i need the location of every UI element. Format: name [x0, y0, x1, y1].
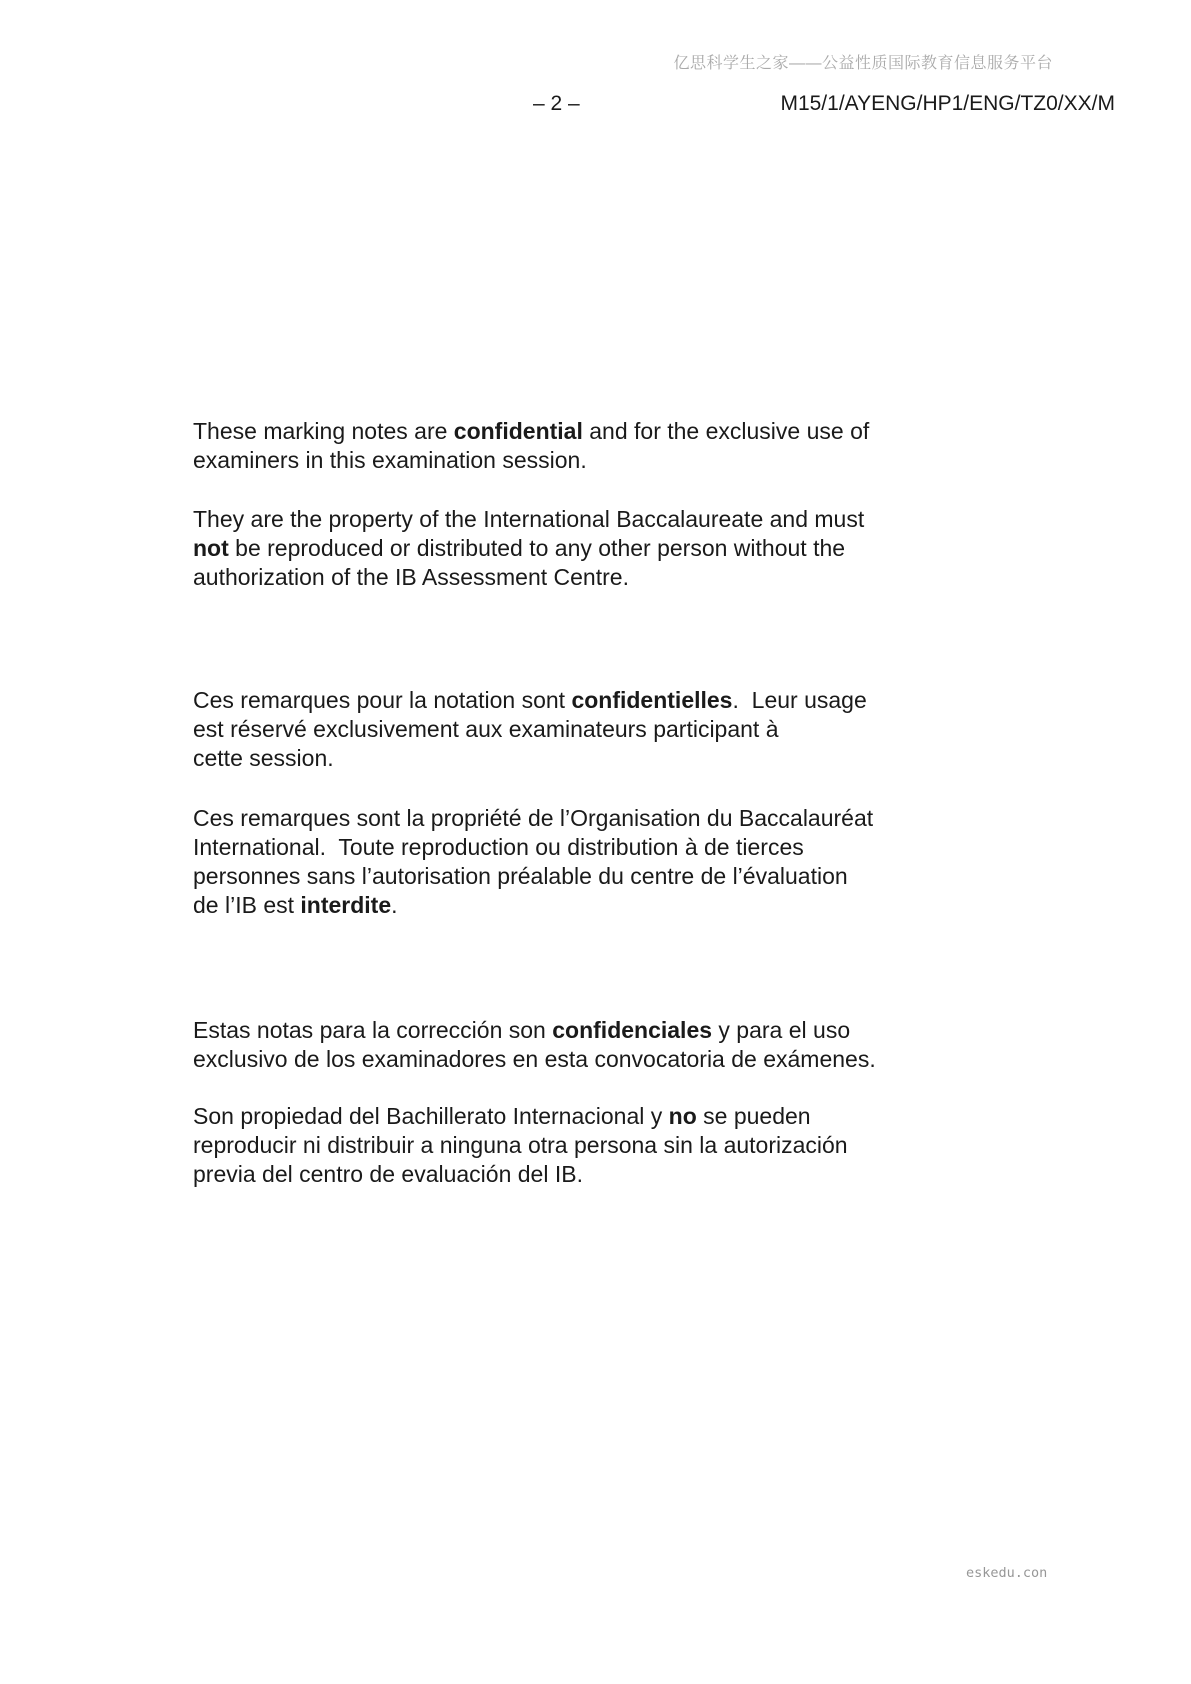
text-line: International. Toute reproduction ou distribution à de tierces	[193, 834, 804, 860]
paragraph-spanish-confidential	[193, 1016, 876, 1074]
text-line: previa del centro de evaluación del IB.	[193, 1161, 583, 1187]
text-line: These marking notes are confidential and for the exclusive use of	[193, 418, 870, 444]
text-line: examiners in this examination session.	[193, 447, 587, 473]
text-line: not be reproduced or distributed to any other person without the	[193, 535, 846, 561]
paragraph-spanish-property	[193, 1102, 848, 1189]
text-line: Estas notas para la corrección son confidenciales y para el uso	[193, 1017, 851, 1043]
text-line: Ces remarques sont la propriété de l’Organisation du Baccalauréat	[193, 805, 874, 831]
text-line: est réservé exclusivement aux examinateurs participant à	[193, 716, 779, 742]
document-code: M15/1/AYENG/HP1/ENG/TZ0/XX/M	[780, 92, 1115, 115]
text-line: de l’IB est interdite.	[193, 892, 398, 918]
text-line: exclusivo de los examinadores en esta convocatoria de exámenes.	[193, 1046, 876, 1072]
text-line: authorization of the IB Assessment Centre.	[193, 564, 629, 590]
text-line: They are the property of the International Baccalaureate and must	[193, 506, 865, 532]
text-line: cette session.	[193, 745, 334, 771]
paragraph-english-property	[193, 505, 864, 592]
paragraph-english-confidential	[193, 417, 869, 475]
text-line: Ces remarques pour la notation sont confidentielles. Leur usage	[193, 687, 867, 713]
header-watermark-text: 亿思科学生之家——公益性质国际教育信息服务平台	[673, 55, 1053, 72]
paragraph-french-confidential	[193, 686, 867, 773]
page-number: – 2 –	[533, 92, 580, 115]
paragraph-french-property	[193, 804, 873, 920]
text-line: personnes sans l’autorisation préalable du centre de l’évaluation	[193, 863, 848, 889]
footer-watermark-text: eskedu.con	[966, 1565, 1048, 1581]
text-line: reproducir ni distribuir a ninguna otra persona sin la autorización	[193, 1132, 848, 1158]
text-line: Son propiedad del Bachillerato Internacional y no se pueden	[193, 1103, 811, 1129]
